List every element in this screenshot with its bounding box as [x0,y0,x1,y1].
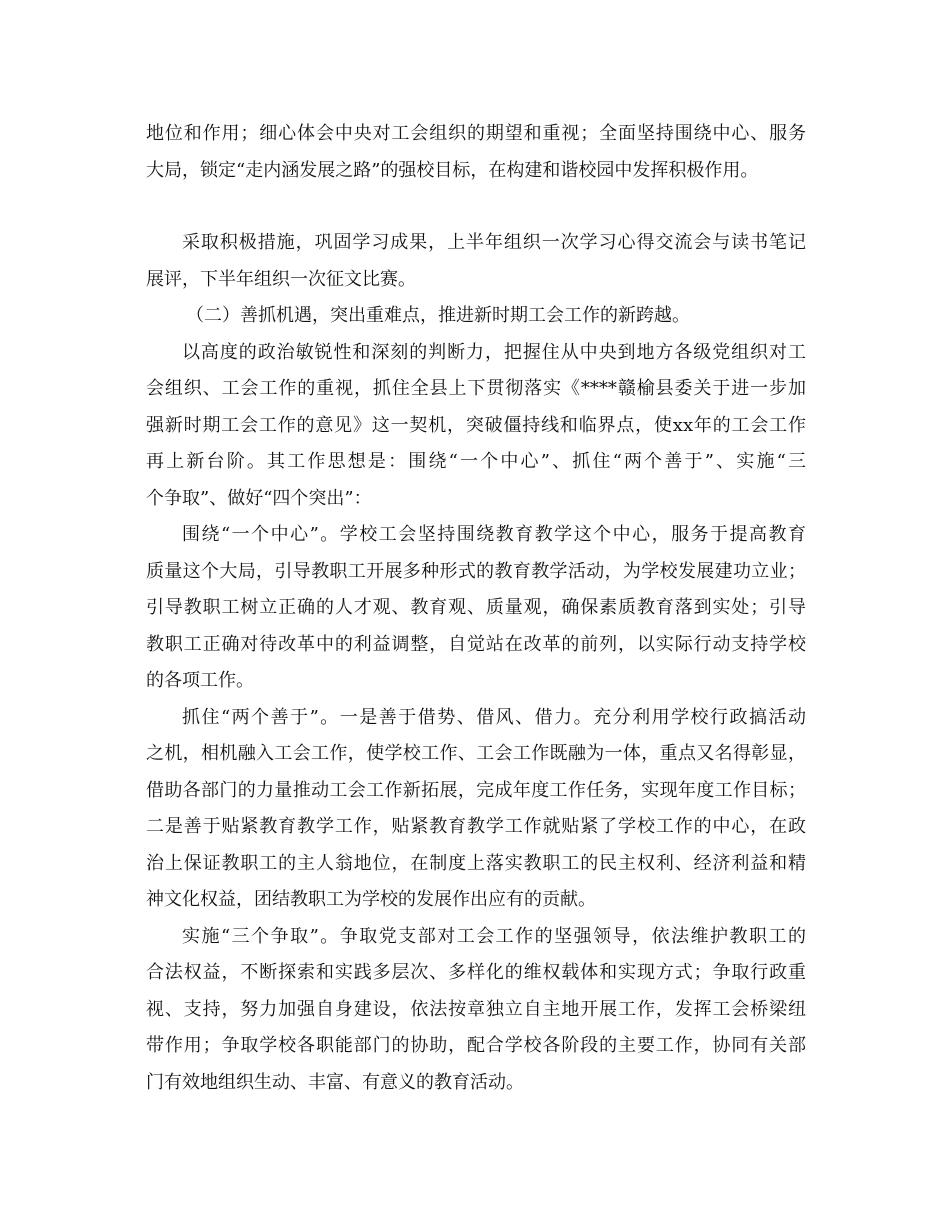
text-line: 治上保证教职工的主人翁地位，在制度上落实教职工的民主权利、经济利益和精 [146,852,806,874]
paragraph-gap [146,189,806,225]
heading-line: （二）善抓机遇，突出重难点，推进新时期工会工作的新跨越。 [186,305,690,326]
text-line: 采取积极措施，巩固学习成果，上半年组织一次学习心得交流会与读书笔记 [182,232,806,253]
text-line: 视、支持，努力加强自身建设，依法按章独立自主地开展工作，发挥工会桥梁纽 [146,998,806,1020]
text-line: 会组织、工会工作的重视，抓住全县上下贯彻落实《****赣榆县委关于进一步加 [146,378,806,399]
paragraph-continuation [146,116,806,189]
paragraph-two-good-at [146,700,806,919]
paragraph-opportunity [146,335,806,518]
paragraph-three-strive [146,919,806,1102]
text-line: 展评，下半年组织一次征文比赛。 [146,268,416,290]
text-line: 以高度的政治敏锐性和深刻的判断力，把握住从中央到地方各级党组织对工 [182,341,806,363]
section-heading [146,298,806,335]
text-line: 大局，锁定“走内涵发展之路”的强校目标，在构建和谐校园中发挥积极作用。 [146,159,759,181]
text-line: 引导教职工树立正确的人才观、教育观、质量观，确保素质教育落到实处；引导 [146,597,806,618]
text-line: 神文化权益，团结教职工为学校的发展作出应有的贡献。 [146,889,596,910]
text-line: 的各项工作。 [146,670,254,691]
text-line: 门有效地组织生动、丰富、有意义的教育活动。 [146,1071,524,1093]
text-line: 抓住“两个善于”。一是善于借势、借风、借力。充分利用学校行政搞活动 [182,706,806,728]
text-line: 借助各部门的力量推动工会工作新拓展，完成年度工作任务，实现年度工作目标； [146,779,806,801]
paragraph-measures [146,225,806,298]
text-line: 实施“三个争取”。争取党支部对工会工作的坚强领导，依法维护教职工的 [182,925,806,947]
text-line: 合法权益，不断探索和实践多层次、多样化的维权载体和实现方式；争取行政重 [146,962,806,983]
paragraph-one-center [146,517,806,700]
text-line: 再上新台阶。其工作思想是：围绕“一个中心”、抓住“两个善于”、实施“三 [146,451,806,472]
text-line: 个争取”、做好“四个突出”： [146,487,372,509]
text-line: 之机，相机融入工会工作，使学校工作、工会工作既融为一体，重点又名得彰显， [146,743,806,764]
text-line: 教职工正确对待改革中的利益调整，自觉站在改革的前列，以实际行动支持学校 [146,633,806,655]
text-line: 带作用；争取学校各职能部门的协助，配合学校各阶段的主要工作，协同有关部 [146,1035,806,1056]
text-line: 围绕“一个中心”。学校工会坚持围绕教育教学这个中心，服务于提高教育 [182,524,806,545]
text-line: 地位和作用；细心体会中央对工会组织的期望和重视；全面坚持围绕中心、服务 [146,123,806,144]
text-line: 质量这个大局，引导教职工开展多种形式的教育教学活动，为学校发展建功立业； [146,560,806,582]
document-body [146,116,806,1101]
text-line: 强新时期工会工作的意见》这一契机，突破僵持线和临界点，使xx年的工会工作 [146,414,806,436]
text-line: 二是善于贴紧教育教学工作，贴紧教育教学工作就贴紧了学校工作的中心，在政 [146,816,806,837]
